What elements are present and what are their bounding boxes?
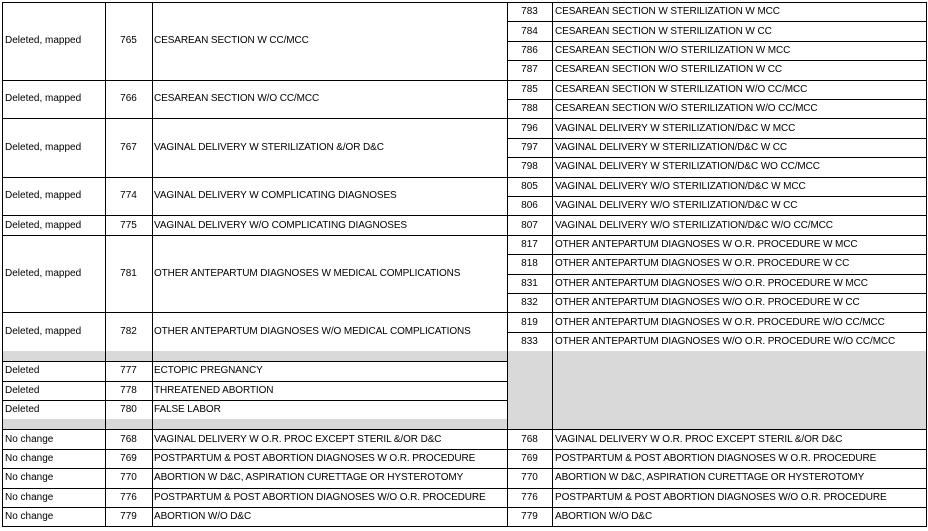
drg-code-cell[interactable]: 770 xyxy=(120,472,137,484)
column-border xyxy=(507,80,508,119)
column-border xyxy=(152,2,153,80)
column-border xyxy=(2,429,3,448)
column-border xyxy=(152,419,153,429)
column-border xyxy=(507,429,508,448)
column-border xyxy=(552,419,553,429)
column-border xyxy=(552,2,553,80)
status-cell[interactable]: Deleted xyxy=(5,384,40,396)
row-border xyxy=(2,526,927,527)
status-cell[interactable]: Deleted xyxy=(5,404,40,416)
new-drg-description-cell[interactable]: VAGINAL DELIVERY W/O STERILIZATION/D&C W/O CC/MCC xyxy=(555,219,833,231)
column-border xyxy=(105,361,106,419)
status-cell[interactable]: No change xyxy=(5,491,54,503)
column-border xyxy=(507,215,508,234)
column-border xyxy=(552,351,553,361)
new-drg-code-cell[interactable]: 817 xyxy=(521,238,538,250)
separator-cell xyxy=(105,351,152,361)
column-border xyxy=(926,488,927,507)
column-border xyxy=(152,80,153,119)
drg-code-cell[interactable]: 779 xyxy=(120,511,137,523)
new-drg-description-cell[interactable]: CESAREAN SECTION W STERILIZATION W CC xyxy=(555,25,772,37)
column-border xyxy=(152,507,153,526)
new-drg-code-cell[interactable]: 768 xyxy=(521,433,538,445)
column-border xyxy=(152,351,153,361)
column-border xyxy=(152,361,153,419)
new-drg-description-cell[interactable]: CESAREAN SECTION W/O STERILIZATION W CC xyxy=(555,64,783,76)
column-border xyxy=(552,429,553,448)
column-border xyxy=(105,419,106,429)
new-drg-description-cell[interactable]: VAGINAL DELIVERY W STERILIZATION/D&C W MCC xyxy=(555,122,796,134)
column-border xyxy=(105,312,106,351)
column-border xyxy=(2,507,3,526)
column-border xyxy=(552,118,553,176)
drg-description-cell[interactable]: ECTOPIC PREGNANCY xyxy=(154,365,263,377)
column-border xyxy=(152,312,153,351)
new-drg-description-cell[interactable]: POSTPARTUM & POST ABORTION DIAGNOSES W/O O.R. PROCEDURE xyxy=(555,491,887,503)
column-border xyxy=(926,177,927,216)
new-drg-code-cell[interactable]: 779 xyxy=(521,511,538,523)
drg-description-cell[interactable]: VAGINAL DELIVERY W/O COMPLICATING DIAGNOSES xyxy=(154,219,407,231)
separator-cell xyxy=(2,351,105,361)
column-border xyxy=(2,2,3,80)
column-border xyxy=(507,488,508,507)
new-drg-description-cell[interactable]: POSTPARTUM & POST ABORTION DIAGNOSES W O.R. PROCEDURE xyxy=(555,452,877,464)
drg-code-cell[interactable]: 778 xyxy=(120,384,137,396)
status-cell[interactable]: Deleted, mapped xyxy=(5,35,82,47)
column-border xyxy=(926,118,927,176)
drg-code-cell[interactable]: 767 xyxy=(120,141,137,153)
column-border xyxy=(926,419,927,429)
column-border xyxy=(2,351,3,361)
new-drg-description-cell[interactable]: OTHER ANTEPARTUM DIAGNOSES W/O O.R. PROCEDURE W/O CC/MCC xyxy=(555,335,896,347)
separator-cell xyxy=(507,351,552,361)
column-border xyxy=(105,80,106,119)
column-border xyxy=(926,235,927,313)
new-drg-code-cell[interactable]: 831 xyxy=(521,277,538,289)
column-border xyxy=(105,235,106,313)
column-border xyxy=(552,235,553,313)
status-cell[interactable]: No change xyxy=(5,452,54,464)
drg-description-cell[interactable]: ABORTION W/O D&C xyxy=(154,511,252,523)
drg-code-cell[interactable]: 780 xyxy=(120,404,137,416)
new-drg-code-cell[interactable]: 819 xyxy=(521,316,538,328)
status-cell[interactable]: No change xyxy=(5,472,54,484)
column-border xyxy=(507,361,508,419)
new-drg-description-cell[interactable]: CESAREAN SECTION W/O STERILIZATION W MCC xyxy=(555,44,791,56)
column-border xyxy=(552,449,553,468)
new-drg-description-cell[interactable]: OTHER ANTEPARTUM DIAGNOSES W/O O.R. PROCEDURE W CC xyxy=(555,297,860,309)
status-cell[interactable]: Deleted, mapped xyxy=(5,190,82,202)
new-drg-description-cell[interactable]: VAGINAL DELIVERY W O.R. PROC EXCEPT STERIL &/OR D&C xyxy=(555,433,843,445)
status-cell[interactable]: Deleted, mapped xyxy=(5,141,82,153)
column-border xyxy=(152,215,153,234)
column-border xyxy=(507,351,508,361)
column-border xyxy=(2,215,3,234)
column-border xyxy=(152,429,153,448)
new-drg-code-cell[interactable]: 770 xyxy=(521,472,538,484)
column-border xyxy=(2,361,3,419)
status-cell[interactable]: Deleted xyxy=(5,365,40,377)
column-border xyxy=(152,177,153,216)
column-border xyxy=(105,488,106,507)
column-border xyxy=(152,235,153,313)
column-border xyxy=(152,449,153,468)
column-border xyxy=(552,507,553,526)
column-border xyxy=(2,80,3,119)
column-border xyxy=(105,118,106,176)
separator-cell xyxy=(152,419,507,429)
column-border xyxy=(926,2,927,80)
column-border xyxy=(2,449,3,468)
column-border xyxy=(507,235,508,313)
column-border xyxy=(552,312,553,351)
column-border xyxy=(105,215,106,234)
column-border xyxy=(2,419,3,429)
new-drg-code-cell[interactable]: 818 xyxy=(521,258,538,270)
column-border xyxy=(507,2,508,80)
separator-cell xyxy=(2,419,105,429)
separator-cell xyxy=(152,351,507,361)
new-drg-description-cell[interactable]: OTHER ANTEPARTUM DIAGNOSES W O.R. PROCEDURE W MCC xyxy=(555,238,858,250)
column-border xyxy=(105,429,106,448)
column-border xyxy=(552,488,553,507)
drg-description-cell[interactable]: FALSE LABOR xyxy=(154,404,221,416)
new-drg-description-cell[interactable]: VAGINAL DELIVERY W/O STERILIZATION/D&C W MCC xyxy=(555,180,806,192)
drg-description-cell[interactable]: VAGINAL DELIVERY W O.R. PROC EXCEPT STERIL &/OR D&C xyxy=(154,433,442,445)
new-drg-code-cell[interactable]: 769 xyxy=(521,452,538,464)
column-border xyxy=(2,468,3,487)
column-border xyxy=(552,177,553,216)
no-mapping-cell xyxy=(508,361,926,419)
new-drg-description-cell[interactable]: VAGINAL DELIVERY W/O STERILIZATION/D&C W CC xyxy=(555,200,798,212)
new-drg-code-cell[interactable]: 784 xyxy=(521,25,538,37)
separator-cell xyxy=(507,419,552,429)
new-drg-code-cell[interactable]: 797 xyxy=(521,141,538,153)
column-border xyxy=(926,80,927,119)
column-border xyxy=(105,351,106,361)
column-border xyxy=(507,449,508,468)
drg-description-cell[interactable]: POSTPARTUM & POST ABORTION DIAGNOSES W O.R. PROCEDURE xyxy=(154,452,476,464)
column-border xyxy=(2,235,3,313)
new-drg-code-cell[interactable]: 807 xyxy=(521,219,538,231)
column-border xyxy=(507,118,508,176)
column-border xyxy=(507,468,508,487)
separator-cell xyxy=(552,351,926,361)
drg-code-cell[interactable]: 775 xyxy=(120,219,137,231)
column-border xyxy=(507,312,508,351)
drg-code-cell[interactable]: 776 xyxy=(120,491,137,503)
new-drg-code-cell[interactable]: 783 xyxy=(521,6,538,18)
column-border xyxy=(926,429,927,448)
drg-description-cell[interactable]: THREATENED ABORTION xyxy=(154,384,274,396)
column-border xyxy=(507,419,508,429)
drg-description-cell[interactable]: OTHER ANTEPARTUM DIAGNOSES W MEDICAL COMPLICATIONS xyxy=(154,268,461,280)
new-drg-description-cell[interactable]: CESAREAN SECTION W/O STERILIZATION W/O CC/MCC xyxy=(555,103,818,115)
status-cell[interactable]: Deleted, mapped xyxy=(5,219,82,231)
column-border xyxy=(926,507,927,526)
separator-cell xyxy=(105,419,152,429)
column-border xyxy=(105,2,106,80)
status-cell[interactable]: Deleted, mapped xyxy=(5,326,82,338)
column-border xyxy=(105,177,106,216)
new-drg-description-cell[interactable]: OTHER ANTEPARTUM DIAGNOSES W O.R. PROCEDURE W CC xyxy=(555,258,850,270)
column-border xyxy=(507,177,508,216)
column-border xyxy=(105,449,106,468)
drg-description-cell[interactable]: POSTPARTUM & POST ABORTION DIAGNOSES W/O O.R. PROCEDURE xyxy=(154,491,486,503)
drg-description-cell[interactable]: VAGINAL DELIVERY W STERILIZATION &/OR D&C xyxy=(154,141,384,153)
column-border xyxy=(926,449,927,468)
new-drg-code-cell[interactable]: 786 xyxy=(521,44,538,56)
column-border xyxy=(507,507,508,526)
drg-code-cell[interactable]: 777 xyxy=(120,365,137,377)
drg-code-cell[interactable]: 782 xyxy=(120,326,137,338)
new-drg-description-cell[interactable]: CESAREAN SECTION W STERILIZATION W/O CC/MCC xyxy=(555,83,808,95)
column-border xyxy=(552,468,553,487)
drg-description-cell[interactable]: ABORTION W D&C, ASPIRATION CURETTAGE OR HYSTEROTOMY xyxy=(154,472,464,484)
column-border xyxy=(2,312,3,351)
new-drg-code-cell[interactable]: 832 xyxy=(521,297,538,309)
new-drg-code-cell[interactable]: 805 xyxy=(521,180,538,192)
drg-code-cell[interactable]: 781 xyxy=(120,268,137,280)
new-drg-description-cell[interactable]: ABORTION W D&C, ASPIRATION CURETTAGE OR HYSTEROTOMY xyxy=(555,472,865,484)
separator-cell xyxy=(552,419,926,429)
drg-code-cell[interactable]: 765 xyxy=(120,35,137,47)
column-border xyxy=(105,507,106,526)
new-drg-description-cell[interactable]: OTHER ANTEPARTUM DIAGNOSES W/O O.R. PROCEDURE W MCC xyxy=(555,277,868,289)
column-border xyxy=(926,361,927,419)
new-drg-code-cell[interactable]: 787 xyxy=(521,64,538,76)
drg-description-cell[interactable]: CESAREAN SECTION W CC/MCC xyxy=(154,35,309,47)
column-border xyxy=(2,118,3,176)
drg-code-cell[interactable]: 766 xyxy=(120,93,137,105)
drg-description-cell[interactable]: CESAREAN SECTION W/O CC/MCC xyxy=(154,93,320,105)
new-drg-description-cell[interactable]: ABORTION W/O D&C xyxy=(555,511,653,523)
column-border xyxy=(926,215,927,234)
new-drg-code-cell[interactable]: 796 xyxy=(521,122,538,134)
column-border xyxy=(552,215,553,234)
drg-description-cell[interactable]: OTHER ANTEPARTUM DIAGNOSES W/O MEDICAL COMPLICATIONS xyxy=(154,326,471,338)
drg-description-cell[interactable]: VAGINAL DELIVERY W COMPLICATING DIAGNOSES xyxy=(154,190,397,202)
drg-code-cell[interactable]: 769 xyxy=(120,452,137,464)
column-border xyxy=(552,80,553,119)
column-border xyxy=(2,488,3,507)
drg-code-cell[interactable]: 768 xyxy=(120,433,137,445)
new-drg-description-cell[interactable]: VAGINAL DELIVERY W STERILIZATION/D&C WO CC/MCC xyxy=(555,161,820,173)
new-drg-code-cell[interactable]: 806 xyxy=(521,200,538,212)
new-drg-description-cell[interactable]: OTHER ANTEPARTUM DIAGNOSES W O.R. PROCEDURE W/O CC/MCC xyxy=(555,316,885,328)
new-drg-code-cell[interactable]: 776 xyxy=(521,491,538,503)
new-drg-code-cell[interactable]: 785 xyxy=(521,83,538,95)
new-drg-code-cell[interactable]: 798 xyxy=(521,161,538,173)
new-drg-description-cell[interactable]: CESAREAN SECTION W STERILIZATION W MCC xyxy=(555,6,780,18)
status-cell[interactable]: No change xyxy=(5,511,54,523)
new-drg-code-cell[interactable]: 833 xyxy=(521,335,538,347)
new-drg-description-cell[interactable]: VAGINAL DELIVERY W STERILIZATION/D&C W CC xyxy=(555,141,788,153)
status-cell[interactable]: No change xyxy=(5,433,54,445)
column-border xyxy=(152,118,153,176)
column-border xyxy=(2,177,3,216)
column-border xyxy=(552,361,553,419)
column-border xyxy=(926,312,927,351)
column-border xyxy=(926,468,927,487)
status-cell[interactable]: Deleted, mapped xyxy=(5,93,82,105)
column-border xyxy=(152,468,153,487)
status-cell[interactable]: Deleted, mapped xyxy=(5,268,82,280)
new-drg-code-cell[interactable]: 788 xyxy=(521,103,538,115)
column-border xyxy=(105,468,106,487)
drg-code-cell[interactable]: 774 xyxy=(120,190,137,202)
column-border xyxy=(152,488,153,507)
column-border xyxy=(926,351,927,361)
